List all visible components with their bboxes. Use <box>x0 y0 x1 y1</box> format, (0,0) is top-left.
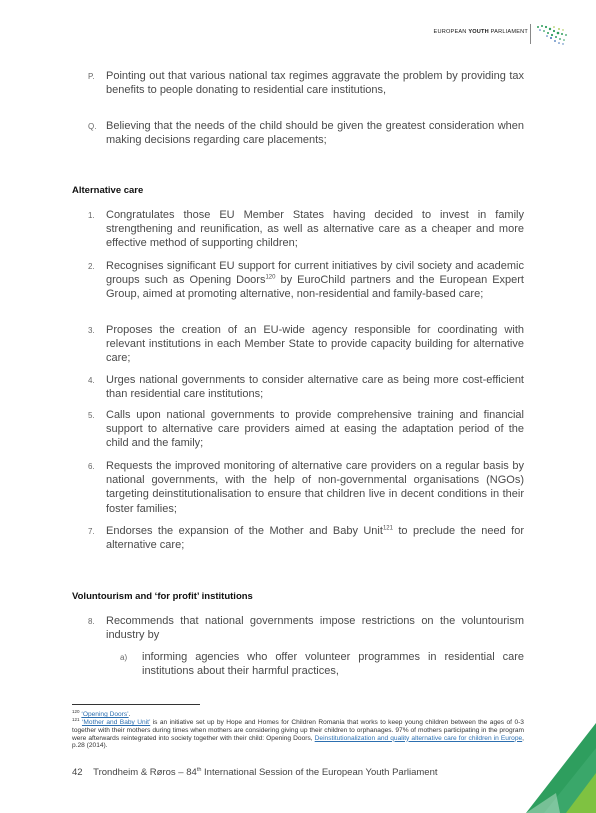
footnote-text-end: , p.28 (2014). <box>72 734 525 750</box>
clause-text: Congratulates those EU Member States having decided to invest in family strengthening and reunification, as well as alternative care as a cheaper and more effective method of supporting children; <box>106 209 524 250</box>
operative-clause-2 <box>88 259 524 302</box>
corner-triangle-decoration-icon <box>526 723 596 813</box>
clause-marker: 7. <box>88 527 95 536</box>
page-number: 42 <box>72 767 83 778</box>
clause-text: Requests the improved monitoring of alternative care providers on a regular basis by national governments, with the help of non-governmental organisations (NGOs) targeting deinstitutionalisation to ensure that children live in decent conditions in their foster families; <box>106 460 524 515</box>
clause-text: Recognises significant EU support for current initiatives by civil society and academic groups such as Opening Doors <box>106 260 524 287</box>
footer-text-cont: International Session of the European Youth Parliament <box>201 767 438 778</box>
operative-clause-8 <box>88 614 524 642</box>
clause-text: Endorses the expansion of the Mother and Baby Unit <box>106 525 383 537</box>
eyp-logo-icon <box>535 22 569 48</box>
clause-text: Urges national governments to consider alternative care as being more cost-efficient than residential care institutions; <box>106 374 524 401</box>
page-footer <box>72 767 438 778</box>
clause-text: Recommends that national governments impose restrictions on the voluntourism industry by <box>106 615 524 642</box>
header-divider <box>530 24 531 44</box>
operative-clause-4 <box>88 373 524 401</box>
footnote-120 <box>72 708 524 719</box>
clause-text: informing agencies who offer volunteer programmes in residential care institutions about their harmful practices, <box>142 651 524 678</box>
clause-text: Believing that the needs of the child should be given the greatest consideration when making decisions regarding care placements; <box>106 120 524 147</box>
footnote-number: 121 <box>72 716 80 722</box>
clause-text: Proposes the creation of an EU-wide agency responsible for coordinating with relevant institutions in each Member State to provide capacity building for alternative care; <box>106 324 524 365</box>
clause-marker: Q. <box>88 122 97 131</box>
footnote-ref-120[interactable]: 120 <box>265 274 276 281</box>
footer-text: Trondheim & Røros – 84 <box>93 767 197 778</box>
section-heading-alternative-care: Alternative care <box>72 185 144 196</box>
sub-clause-8a <box>120 650 524 678</box>
footnote-ref-121[interactable]: 121 <box>382 525 393 532</box>
footnote-link-mother-baby-unit[interactable]: ‘Mother and Baby Unit’ <box>81 719 151 726</box>
clause-text: Pointing out that various national tax regimes aggravate the problem by providing tax benefits to people donating to residential care institutions, <box>106 70 524 97</box>
clause-marker: P. <box>88 72 95 81</box>
clause-marker: 8. <box>88 617 95 626</box>
clause-marker: a) <box>120 653 128 662</box>
footnote-121 <box>72 716 525 750</box>
operative-clause-3 <box>88 323 524 366</box>
clause-marker: 3. <box>88 326 95 335</box>
clause-marker: 4. <box>88 376 95 385</box>
operative-clause-7 <box>88 524 524 552</box>
footnote-link-report[interactable]: Deinstitutionalization and quality alternative care for children in Europe <box>314 734 523 742</box>
footnote-text: . <box>128 711 131 718</box>
header-organisation <box>434 29 528 35</box>
operative-clause-5 <box>88 408 524 451</box>
clause-marker: 6. <box>88 462 95 471</box>
clause-marker: 5. <box>88 411 95 420</box>
header-org-bold: YOUTH <box>468 29 489 35</box>
clause-text-cont: by EuroChild partners and the European Expert Group, aimed at promoting alternative, non-residential and family-based care; <box>106 274 524 301</box>
clause-text: Calls upon national governments to provide comprehensive training and financial support to alternative care providers aimed at easing the adaptation period of the child and the family; <box>106 409 524 450</box>
clause-marker: 1. <box>88 211 95 220</box>
footnote-link-opening-doors[interactable]: ‘Opening Doors’ <box>81 711 129 718</box>
clause-marker: 2. <box>88 262 95 271</box>
header-org-pre: EUROPEAN <box>433 29 467 35</box>
footnote-number: 120 <box>72 708 80 714</box>
header-org-post: PARLIAMENT <box>490 29 528 35</box>
operative-clause-6 <box>88 459 524 516</box>
preamble-clause-q <box>88 119 524 147</box>
footnote-text: is an initiative set up by Hope and Homes for Children Romania that works to keep young children between the ages of 0-3 together with their mothers during times when mothers are considering giving up their children to orphanages. 97% of mothers participating in the program were afterwards reintegrated into society together with their child: Opening Doors, <box>72 719 524 742</box>
operative-clause-1 <box>88 208 524 251</box>
footer-sup: th <box>196 766 202 773</box>
clause-text-cont: to preclude the need for alternative care; <box>106 525 524 552</box>
footnote-divider <box>72 704 200 705</box>
section-heading-voluntourism: Voluntourism and ‘for profit’ institutions <box>72 591 253 602</box>
preamble-clause-p <box>88 69 524 97</box>
